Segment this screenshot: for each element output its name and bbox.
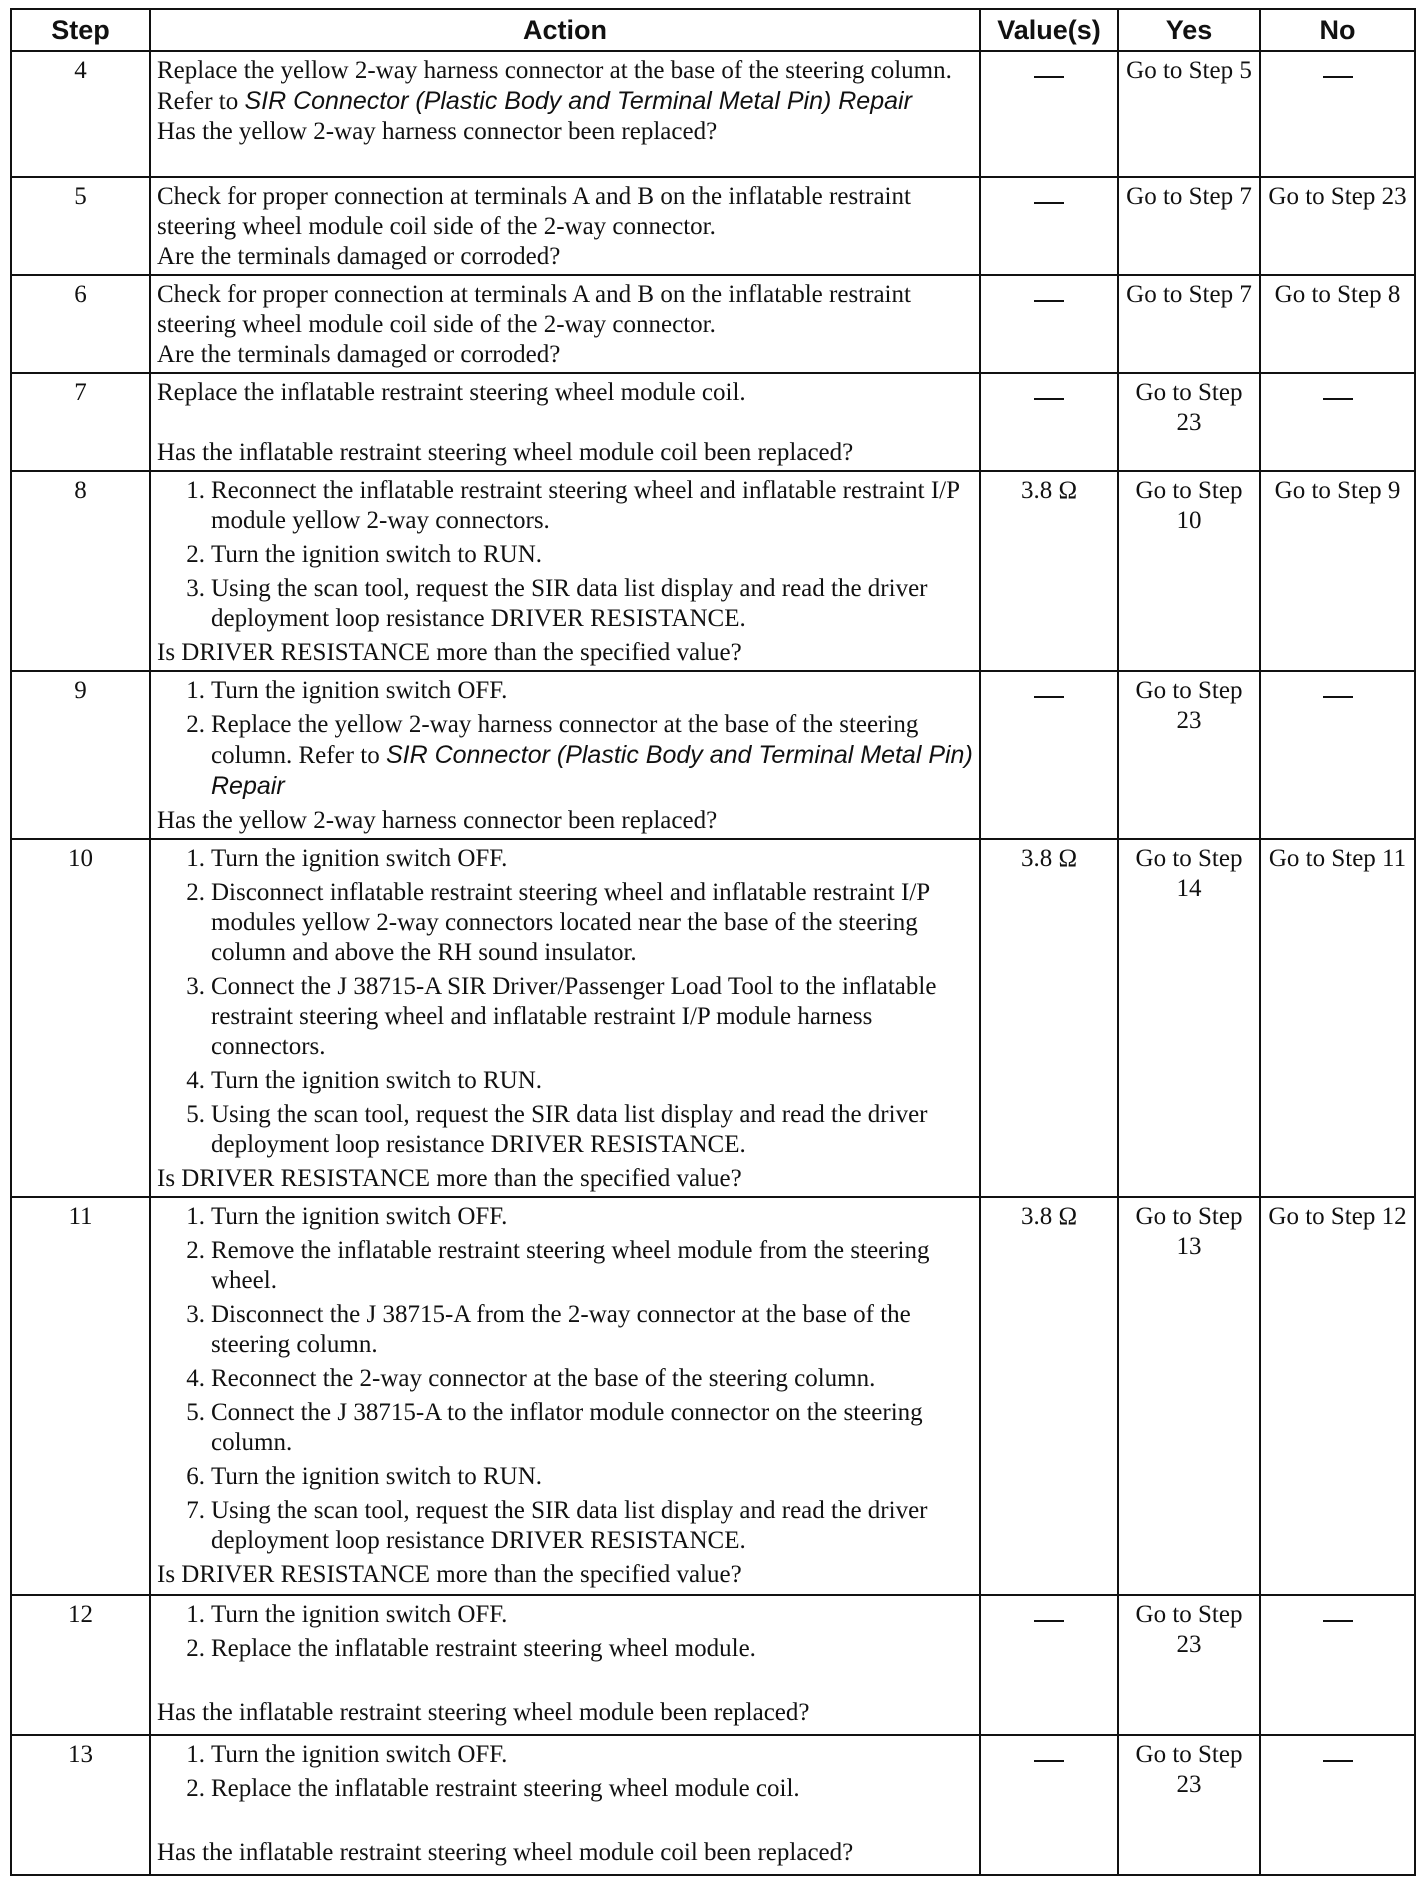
step-number: 13 <box>11 1735 150 1875</box>
procedure-item: 1. Turn the ignition switch OFF. <box>186 845 508 872</box>
procedure-item: 2. Turn the ignition switch to RUN. <box>186 541 543 568</box>
yes-cell: Go to Step 23 <box>1118 1595 1260 1735</box>
header-row <box>11 9 1415 51</box>
question-text: Are the terminals damaged or corroded? <box>157 243 561 270</box>
procedure-item: 5. Connect the J 38715-A to the inflator module connector on the steering column. <box>186 1399 923 1456</box>
question-text: Has the inflatable restraint steering wheel module coil been replaced? <box>157 1839 854 1866</box>
procedure-item: 3. Connect the J 38715-A SIR Driver/Passenger Load Tool to the inflatable restraint steering wheel and inflatable restraint I/P module harness connectors. <box>186 973 937 1060</box>
procedure-item: 6. Turn the ignition switch to RUN. <box>186 1463 543 1490</box>
table-row <box>11 839 1415 1197</box>
step-number: 7 <box>11 373 150 471</box>
value-cell <box>980 671 1118 839</box>
header-values: Value(s) <box>980 9 1118 51</box>
yes-cell: Go to Step 10 <box>1118 471 1260 671</box>
no-cell: Go to Step 23 <box>1260 177 1415 275</box>
dash-mark <box>1323 76 1353 78</box>
table-row <box>11 275 1415 373</box>
step-number: 6 <box>11 275 150 373</box>
procedure-item: 1. Turn the ignition switch OFF. <box>186 1741 508 1768</box>
yes-cell: Go to Step 7 <box>1118 177 1260 275</box>
action-cell <box>150 471 980 671</box>
spacer <box>157 1808 973 1838</box>
dash-mark <box>1034 398 1064 400</box>
dash-mark <box>1323 1760 1353 1762</box>
procedure-item: 1. Turn the ignition switch OFF. <box>186 1203 508 1230</box>
step-number: 11 <box>11 1197 150 1595</box>
procedure-item: 5. Using the scan tool, request the SIR data list display and read the driver deployment loop resistance DRIVER RESISTANCE. <box>186 1101 928 1158</box>
header-action: Action <box>150 9 980 51</box>
step-number: 4 <box>11 51 150 177</box>
action-cell <box>150 177 980 275</box>
question-text: Has the inflatable restraint steering wheel module been replaced? <box>157 1699 810 1726</box>
no-cell: Go to Step 9 <box>1260 471 1415 671</box>
value-cell <box>980 1735 1118 1875</box>
yes-cell: Go to Step 14 <box>1118 839 1260 1197</box>
action-text: Replace the yellow 2-way harness connector at the base of the steering column. Refer to <box>157 57 952 115</box>
step-number: 5 <box>11 177 150 275</box>
procedure-item: 2. Disconnect inflatable restraint steering wheel and inflatable restraint I/P modules yellow 2-way connectors located near the base of the steering column and above the RH sound insulator. <box>186 879 930 966</box>
yes-cell: Go to Step 23 <box>1118 373 1260 471</box>
table-row <box>11 671 1415 839</box>
question-text: Has the yellow 2-way harness connector been replaced? <box>157 807 718 834</box>
spacer <box>157 408 973 438</box>
value-cell <box>980 275 1118 373</box>
action-text: Replace the inflatable restraint steering wheel module coil. <box>157 379 746 406</box>
no-cell <box>1260 373 1415 471</box>
header-no: No <box>1260 9 1415 51</box>
header-yes: Yes <box>1118 9 1260 51</box>
step-number: 10 <box>11 839 150 1197</box>
no-cell <box>1260 51 1415 177</box>
question-text: Is DRIVER RESISTANCE more than the specified value? <box>157 1561 742 1588</box>
question-text: Has the inflatable restraint steering wheel module coil been replaced? <box>157 439 854 466</box>
action-cell <box>150 51 980 177</box>
yes-cell: Go to Step 23 <box>1118 1735 1260 1875</box>
header-step: Step <box>11 9 150 51</box>
diagnostic-table <box>10 8 1416 1876</box>
yes-cell: Go to Step 23 <box>1118 671 1260 839</box>
value-cell: 3.8 Ω <box>980 1197 1118 1595</box>
procedure-list <box>157 1600 973 1664</box>
procedure-item: 1. Turn the ignition switch OFF. <box>186 677 508 704</box>
no-cell: Go to Step 8 <box>1260 275 1415 373</box>
dash-mark <box>1323 696 1353 698</box>
table-row <box>11 471 1415 671</box>
dash-mark <box>1034 76 1064 78</box>
dash-mark <box>1034 1620 1064 1622</box>
step-number: 9 <box>11 671 150 839</box>
no-cell: Go to Step 11 <box>1260 839 1415 1197</box>
action-text: Check for proper connection at terminals A and B on the inflatable restraint steering wheel module coil side of the 2-way connector. <box>157 183 911 240</box>
procedure-list <box>157 676 973 802</box>
action-cell <box>150 671 980 839</box>
procedure-item: 2. Replace the inflatable restraint steering wheel module. <box>186 1635 756 1662</box>
dash-mark <box>1323 1620 1353 1622</box>
action-text: Check for proper connection at terminals A and B on the inflatable restraint steering wheel module coil side of the 2-way connector. <box>157 281 911 338</box>
value-cell <box>980 373 1118 471</box>
yes-cell: Go to Step 7 <box>1118 275 1260 373</box>
dash-mark <box>1034 1760 1064 1762</box>
procedure-item: 1. Reconnect the inflatable restraint steering wheel and inflatable restraint I/P module yellow 2-way connectors. <box>186 477 960 534</box>
action-cell <box>150 1735 980 1875</box>
value-cell: 3.8 Ω <box>980 839 1118 1197</box>
value-cell: 3.8 Ω <box>980 471 1118 671</box>
action-cell <box>150 373 980 471</box>
no-cell <box>1260 1735 1415 1875</box>
question-text: Has the yellow 2-way harness connector been replaced? <box>157 118 718 145</box>
procedure-list <box>157 476 973 634</box>
procedure-item: 7. Using the scan tool, request the SIR data list display and read the driver deployment loop resistance DRIVER RESISTANCE. <box>186 1497 928 1554</box>
yes-cell: Go to Step 13 <box>1118 1197 1260 1595</box>
procedure-list <box>157 1740 973 1804</box>
manual-reference: SIR Connector (Plastic Body and Terminal Metal Pin) Repair <box>244 87 912 115</box>
action-cell <box>150 275 980 373</box>
procedure-list <box>157 844 973 1160</box>
no-cell: Go to Step 12 <box>1260 1197 1415 1595</box>
procedure-item: 2. Remove the inflatable restraint steering wheel module from the steering wheel. <box>186 1237 930 1294</box>
no-cell <box>1260 671 1415 839</box>
dash-mark <box>1323 398 1353 400</box>
table-row <box>11 1735 1415 1875</box>
procedure-item: 3. Using the scan tool, request the SIR data list display and read the driver deployment loop resistance DRIVER RESISTANCE. <box>186 575 928 632</box>
no-cell <box>1260 1595 1415 1735</box>
question-text: Are the terminals damaged or corroded? <box>157 341 561 368</box>
procedure-item: 3. Disconnect the J 38715-A from the 2-way connector at the base of the steering column. <box>186 1301 911 1358</box>
procedure-item: 2. Replace the inflatable restraint steering wheel module coil. <box>186 1775 800 1802</box>
action-cell <box>150 1197 980 1595</box>
procedure-list <box>157 1202 973 1556</box>
procedure-item: 1. Turn the ignition switch OFF. <box>186 1601 508 1628</box>
table-row <box>11 1197 1415 1595</box>
table-row <box>11 51 1415 177</box>
question-text: Is DRIVER RESISTANCE more than the specified value? <box>157 1165 742 1192</box>
table-row <box>11 177 1415 275</box>
procedure-item: 2. Replace the yellow 2-way harness connector at the base of the steering column. Refer to SIR Connector (Plastic Body and Terminal Metal Pin) Repair <box>186 711 973 800</box>
value-cell <box>980 51 1118 177</box>
value-cell <box>980 1595 1118 1735</box>
spacer <box>157 1668 973 1698</box>
table-row <box>11 373 1415 471</box>
yes-cell: Go to Step 5 <box>1118 51 1260 177</box>
action-cell <box>150 1595 980 1735</box>
dash-mark <box>1034 300 1064 302</box>
question-text: Is DRIVER RESISTANCE more than the specified value? <box>157 639 742 666</box>
procedure-item: 4. Reconnect the 2-way connector at the base of the steering column. <box>186 1365 876 1392</box>
value-cell <box>980 177 1118 275</box>
dash-mark <box>1034 696 1064 698</box>
manual-reference: SIR Connector (Plastic Body and Terminal Metal Pin) Repair <box>211 741 973 800</box>
procedure-item: 4. Turn the ignition switch to RUN. <box>186 1067 543 1094</box>
step-number: 8 <box>11 471 150 671</box>
step-number: 12 <box>11 1595 150 1735</box>
table-row <box>11 1595 1415 1735</box>
action-cell <box>150 839 980 1197</box>
dash-mark <box>1034 202 1064 204</box>
